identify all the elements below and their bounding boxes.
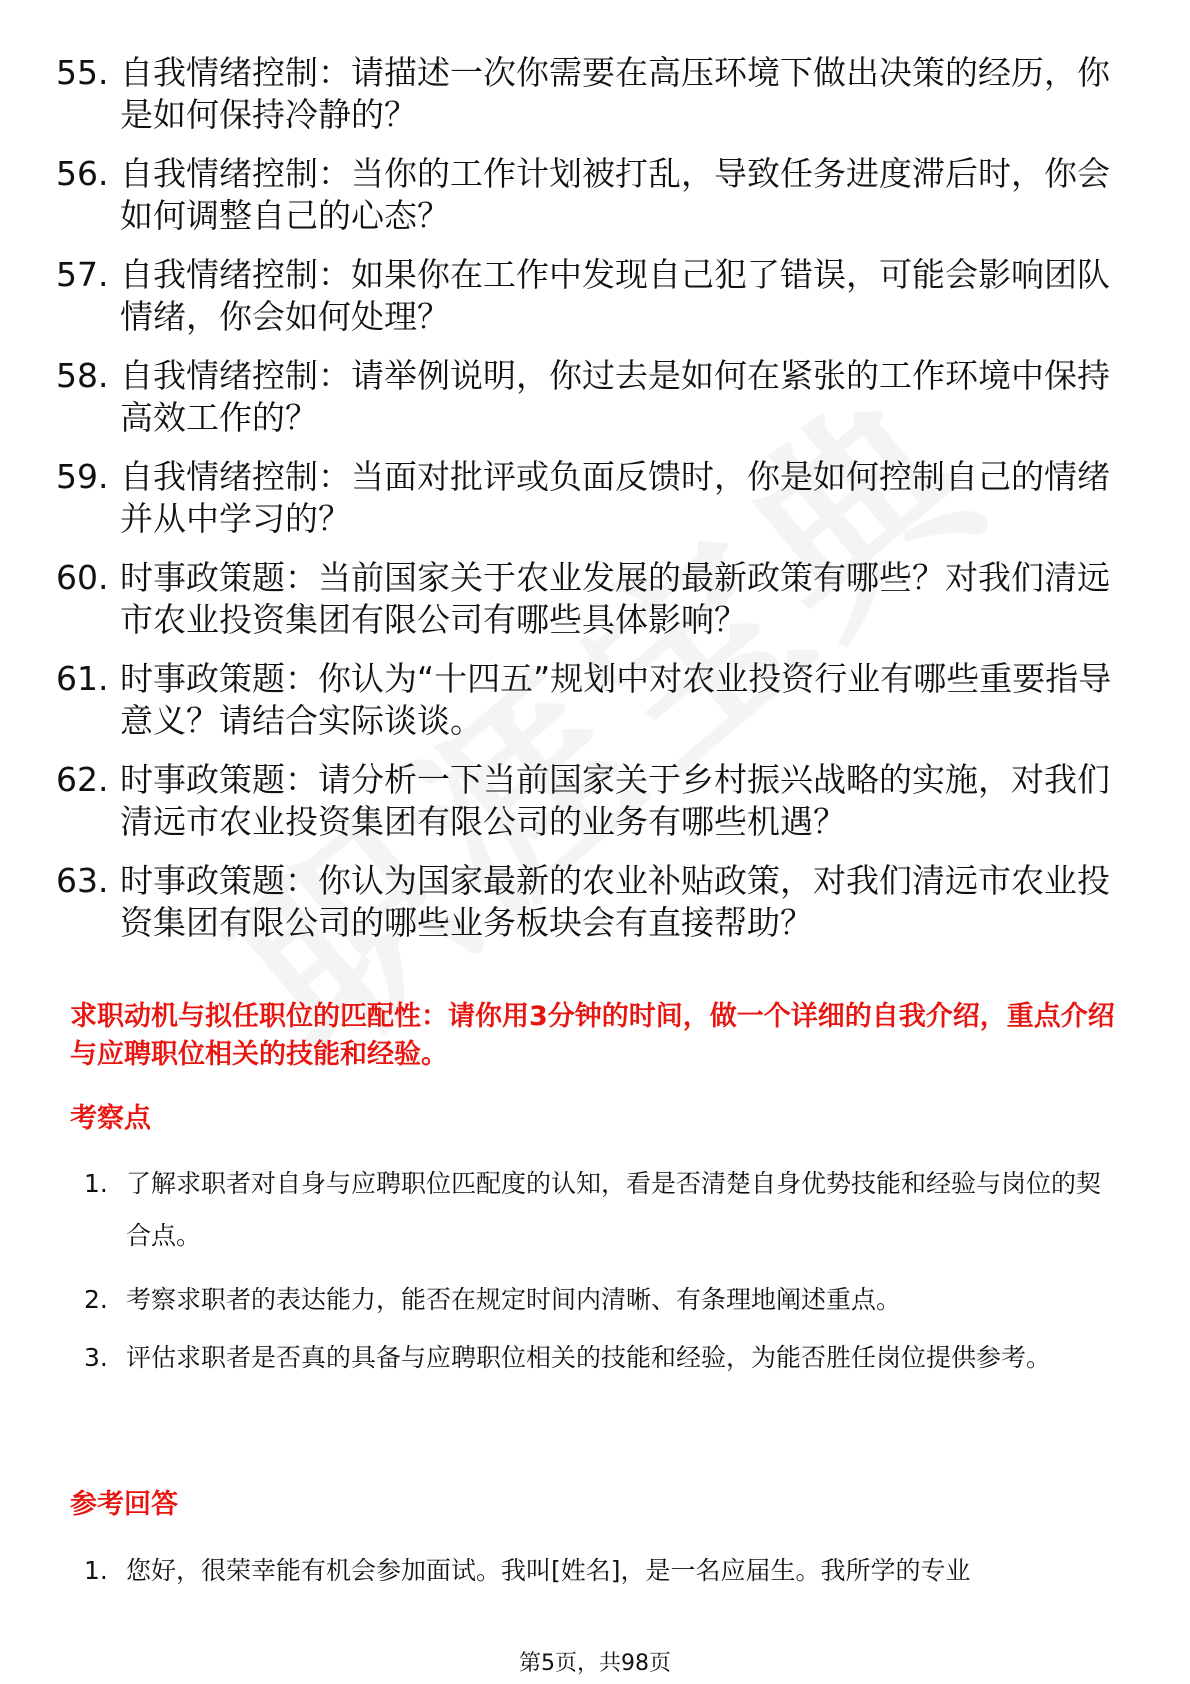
question-text: 自我情绪控制：当面对批评或负面反馈时，你是如何控制自己的情绪并从中学习的？	[120, 457, 1110, 538]
question-number: 55.	[56, 53, 109, 92]
list-number: 1.	[84, 1556, 108, 1585]
list-text: 您好，很荣幸能有机会参加面试。我叫[姓名]，是一名应届生。我所学的专业	[126, 1556, 971, 1585]
question-item	[56, 254, 1126, 338]
question-number: 56.	[56, 154, 109, 193]
list-number: 2.	[84, 1285, 108, 1314]
question-item	[56, 355, 1126, 439]
question-number: 58.	[56, 356, 109, 395]
question-number: 57.	[56, 255, 109, 294]
question-number: 59.	[56, 457, 109, 496]
question-item	[56, 52, 1126, 136]
question-text: 时事政策题：你认为“十四五”规划中对农业投资行业有哪些重要指导意义？请结合实际谈谈。	[120, 659, 1112, 740]
question-number: 62.	[56, 760, 109, 799]
question-text: 时事政策题：你认为国家最新的农业补贴政策，对我们清远市农业投资集团有限公司的哪些业务板块会有直接帮助？	[120, 861, 1110, 942]
question-text: 时事政策题：请分析一下当前国家关于乡村振兴战略的实施，对我们清远市农业投资集团有限公司的业务有哪些机遇？	[120, 760, 1110, 841]
question-item	[56, 153, 1126, 237]
list-item	[84, 1342, 1124, 1384]
page-footer: 第5页，共98页	[519, 1651, 671, 1676]
list-text: 考察求职者的表达能力，能否在规定时间内清晰、有条理地阐述重点。	[126, 1285, 902, 1314]
question-item	[56, 860, 1126, 944]
question-list	[56, 52, 1126, 961]
list-item	[84, 1284, 1124, 1316]
answer-list	[84, 1555, 1124, 1587]
question-number: 61.	[56, 659, 109, 698]
question-text: 自我情绪控制：请描述一次你需要在高压环境下做出决策的经历，你是如何保持冷静的？	[120, 53, 1110, 134]
question-number: 63.	[56, 861, 109, 900]
focus-points-list	[84, 1168, 1124, 1384]
list-text: 了解求职者对自身与应聘职位匹配度的认知，看是否清楚自身优势技能和经验与岗位的契合点。	[126, 1169, 1102, 1250]
question-item	[56, 456, 1126, 540]
question-text: 自我情绪控制：如果你在工作中发现自己犯了错误，可能会影响团队情绪，你会如何处理？	[120, 255, 1110, 336]
list-item	[84, 1168, 1124, 1262]
section-title-focus: 考察点	[70, 1103, 151, 1134]
list-number: 1.	[84, 1169, 108, 1198]
section-title-answer: 参考回答	[70, 1489, 178, 1520]
question-text: 自我情绪控制：当你的工作计划被打乱，导致任务进度滞后时，你会如何调整自己的心态？	[120, 154, 1110, 235]
list-text: 评估求职者是否真的具备与应聘职位相关的技能和经验，为能否胜任岗位提供参考。	[126, 1343, 1052, 1372]
list-item	[84, 1555, 1124, 1587]
question-item	[56, 557, 1126, 641]
question-text: 时事政策题：当前国家关于农业发展的最新政策有哪些？对我们清远市农业投资集团有限公司有哪些具体影响？	[120, 558, 1110, 639]
question-number: 60.	[56, 558, 109, 597]
question-text: 自我情绪控制：请举例说明，你过去是如何在紧张的工作环境中保持高效工作的？	[120, 356, 1110, 437]
question-item	[56, 658, 1126, 742]
list-number: 3.	[84, 1343, 108, 1372]
highlighted-question: 求职动机与拟任职位的匹配性：请你用3分钟的时间，做一个详细的自我介绍，重点介绍与应聘职位相关的技能和经验。	[70, 1001, 1115, 1070]
question-item	[56, 759, 1126, 843]
